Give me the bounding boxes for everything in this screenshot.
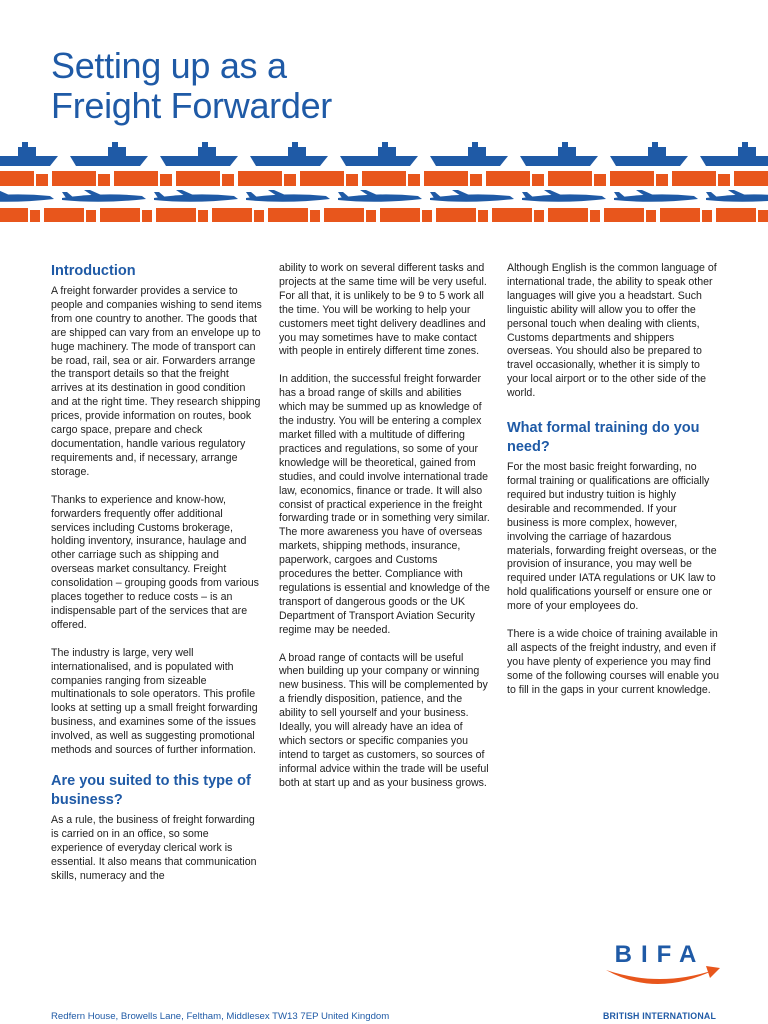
plane-tail-icon: [706, 192, 718, 198]
ship-funnel-icon: [382, 142, 388, 148]
ship-hull-icon: [160, 156, 238, 166]
truck-container-icon: [548, 171, 592, 186]
truck-cab-icon: [98, 174, 110, 186]
footer-address: Redfern House, Browells Lane, Feltham, Middlesex TW13 7EP United Kingdom: [51, 1011, 390, 1022]
truck-cab-icon: [594, 174, 606, 186]
bifa-logo-wordmark: BIFA: [614, 941, 706, 968]
ship-hull-icon: [700, 156, 768, 166]
plane-body-icon: [338, 194, 422, 201]
ships-row: [0, 142, 768, 166]
plane-tail-icon: [338, 192, 350, 198]
truck-container-icon: [362, 171, 406, 186]
truck-cab-icon: [470, 174, 482, 186]
lorry-trailer-icon: [604, 208, 644, 222]
lorry-cab-icon: [198, 210, 208, 222]
ship-cabin-icon: [108, 147, 126, 156]
lorry-trailer-icon: [716, 208, 756, 222]
lorry-trailer-icon: [156, 208, 196, 222]
truck-cab-icon: [656, 174, 668, 186]
page-title: [51, 46, 332, 126]
lorry-trailer-icon: [268, 208, 308, 222]
intro-paragraph-1: A freight forwarder provides a service to people and companies wishing to send items from one country to another. The goods that are shipped can vary from an envelope up to huge machinery. The mode of transport can be road, rail, sea or air. Forwarders arrange the transport details so that the freight arrives at its destination in good condition and at the right time. They research shipping prices, provide information on routes, book cargo space, prepare and check documentation, handle various regulatory requirements and, if necessary, arrange storage.: [51, 285, 262, 478]
lorry-cab-icon: [590, 210, 600, 222]
truck-container-icon: [300, 171, 344, 186]
lorry-trailer-icon: [660, 208, 700, 222]
truck-container-icon: [114, 171, 158, 186]
truck-cab-icon: [160, 174, 172, 186]
ship-hull-icon: [250, 156, 328, 166]
ship-funnel-icon: [22, 142, 28, 148]
lorry-cab-icon: [422, 210, 432, 222]
lorries-row: [0, 208, 768, 222]
lorry-trailer-icon: [324, 208, 364, 222]
ship-cabin-icon: [288, 147, 306, 156]
ship-hull-icon: [70, 156, 148, 166]
plane-tail-icon: [430, 192, 442, 198]
ship-hull-icon: [340, 156, 418, 166]
ship-funnel-icon: [562, 142, 568, 148]
training-paragraph-2: There is a wide choice of training available in all aspects of the freight industry, and even if you have plenty of experience you may find some of the following courses will enable you to fill in the gaps in your current knowledge.: [507, 628, 719, 696]
plane-body-icon: [614, 194, 698, 201]
lorry-cab-icon: [758, 210, 768, 222]
truck-container-icon: [176, 171, 220, 186]
truck-cab-icon: [284, 174, 296, 186]
training-paragraph-1: For the most basic freight forwarding, no formal training or qualifications are officially required but industry tuition is highly desirable and recommended. If your business is more complex, however, involving the carriage of hazardous materials, forwarding freight overseas, or the provision of insurance, you may well be required under IATA regulations or UK law to hold qualifications yourself or ensure one or more of your employees do.: [507, 461, 717, 613]
lorry-cab-icon: [646, 210, 656, 222]
ship-cabin-icon: [468, 147, 486, 156]
truck-cab-icon: [532, 174, 544, 186]
lorry-trailer-icon: [100, 208, 140, 222]
truck-container-icon: [610, 171, 654, 186]
lorry-cab-icon: [534, 210, 544, 222]
ship-funnel-icon: [742, 142, 748, 148]
bifa-logo-tagline: BRITISH INTERNATIONAL: [603, 1011, 717, 1021]
ship-funnel-icon: [112, 142, 118, 148]
skills-paragraph-3: A broad range of contacts will be useful when building up your company or winning new business. This will be complemented by a friendly disposition, patience, and the ability to sell yourself and your business. Ideally, you will already have an idea of which sectors or specific companies you intend to target as customers, so sources of informal advice within the trade will be useful both at start up and as your business grows.: [279, 651, 489, 789]
ship-cabin-icon: [738, 147, 756, 156]
lorry-cab-icon: [30, 210, 40, 222]
heading-formal-training: What formal training do you need?: [507, 420, 700, 456]
truck-container-icon: [238, 171, 282, 186]
ship-hull-icon: [520, 156, 598, 166]
ship-funnel-icon: [202, 142, 208, 148]
truck-cab-icon: [222, 174, 234, 186]
column-2: [279, 262, 491, 805]
truck-cab-icon: [718, 174, 730, 186]
truck-cab-icon: [36, 174, 48, 186]
title-line-1: Setting up as a: [51, 45, 287, 86]
truck-cab-icon: [408, 174, 420, 186]
skills-paragraph-2: In addition, the successful freight forwarder has a broad range of skills and abilities which may be summed up as knowledge of the industry. You will be entering a complex market filled with a multitude of differing practices and regulations, so some of your knowledge will be theoretical, gained from studies, and could involve international trade law, economics, finance or trade. It will also consist of practical experience in the freight forwarding trade or in something very similar. The more awareness you have of overseas markets, shipping methods, insurance, paperwork, cargoes and Customs procedures the better. Compliance with regulations is essential and knowledge of the transport of dangerous goods or the UK Department of Transport Aviation Security regime may be needed.: [279, 373, 490, 636]
column-1: [51, 262, 263, 898]
ship-funnel-icon: [292, 142, 298, 148]
heading-introduction: Introduction: [51, 263, 136, 279]
plane-tail-icon: [614, 192, 626, 198]
ship-funnel-icon: [472, 142, 478, 148]
lorry-cab-icon: [86, 210, 96, 222]
truck-container-icon: [52, 171, 96, 186]
lorry-trailer-icon: [212, 208, 252, 222]
truck-container-icon: [672, 171, 716, 186]
plane-body-icon: [154, 194, 238, 201]
ship-cabin-icon: [558, 147, 576, 156]
ship-cabin-icon: [378, 147, 396, 156]
ship-hull-icon: [610, 156, 688, 166]
planes-row: [0, 190, 768, 202]
lorry-cab-icon: [142, 210, 152, 222]
truck-container-icon: [424, 171, 468, 186]
truck-container-icon: [486, 171, 530, 186]
ship-hull-icon: [430, 156, 508, 166]
plane-tail-icon: [154, 192, 166, 198]
plane-body-icon: [430, 194, 514, 201]
bifa-logo-swoosh: [606, 970, 714, 984]
skills-paragraph-1: ability to work on several different tasks and projects at the same time will be very useful. For all that, it is unlikely to be 9 to 5 work all the time. You will be working to help your customers meet tight delivery deadlines and you may sometimes have to make contact with people in entirely different time zones.: [279, 262, 487, 358]
lorry-trailer-icon: [492, 208, 532, 222]
truck-container-icon: [734, 171, 768, 186]
trucks-row: [0, 171, 768, 186]
ship-cabin-icon: [198, 147, 216, 156]
ship-funnel-icon: [652, 142, 658, 148]
lorry-cab-icon: [254, 210, 264, 222]
plane-body-icon: [246, 194, 330, 201]
lorry-trailer-icon: [548, 208, 588, 222]
ship-cabin-icon: [648, 147, 666, 156]
lorry-cab-icon: [366, 210, 376, 222]
transport-illustration-band: [0, 140, 768, 224]
plane-tail-icon: [246, 192, 258, 198]
truck-container-icon: [0, 171, 34, 186]
plane-body-icon: [522, 194, 606, 201]
plane-body-icon: [62, 194, 146, 201]
lorry-cab-icon: [310, 210, 320, 222]
lorry-trailer-icon: [44, 208, 84, 222]
plane-tail-icon: [62, 192, 74, 198]
intro-paragraph-3: The industry is large, very well internationalised, and is populated with companies ranging from sizeable multinationals to sole operators. This profile looks at setting up a small freight forwarding business, and examines some of the issues involved, as well as suggesting promotional methods and sources of further information.: [51, 646, 258, 757]
language-paragraph: Although English is the common language of international trade, the ability to speak other languages will give you a headstart. Such linguistic ability will allow you to offer the personal touch when dealing with clients, Customs departments and shippers overseas. You should also be prepared to travel occasionally, whether it is simply to your local airport or to the other side of the world.: [507, 262, 717, 400]
heading-suited: Are you suited to this type of business?: [51, 773, 251, 808]
lorry-trailer-icon: [380, 208, 420, 222]
intro-paragraph-2: Thanks to experience and know-how, forwarders frequently offer additional services including Customs brokerage, holding inventory, insurance, haulage and other carriage such as shipping and overseas market consultancy. Freight consolidation – grouping goods from various places together to reduce costs – is an indispensable part of the services that are offered.: [51, 493, 259, 631]
suited-paragraph-1: As a rule, the business of freight forwarding is carried on in an office, so some experience of everyday clerical work is essential. It also means that communication skills, numeracy and the: [51, 814, 257, 882]
ship-cabin-icon: [18, 147, 36, 156]
title-line-2: Freight Forwarder: [51, 85, 332, 126]
lorry-trailer-icon: [436, 208, 476, 222]
column-3: [507, 262, 719, 712]
lorry-trailer-icon: [0, 208, 28, 222]
plane-tail-icon: [522, 192, 534, 198]
truck-cab-icon: [346, 174, 358, 186]
lorry-cab-icon: [478, 210, 488, 222]
bifa-logo-arrowhead: [706, 966, 720, 978]
ship-hull-icon: [0, 156, 58, 166]
lorry-cab-icon: [702, 210, 712, 222]
bifa-logo: [598, 940, 722, 1000]
